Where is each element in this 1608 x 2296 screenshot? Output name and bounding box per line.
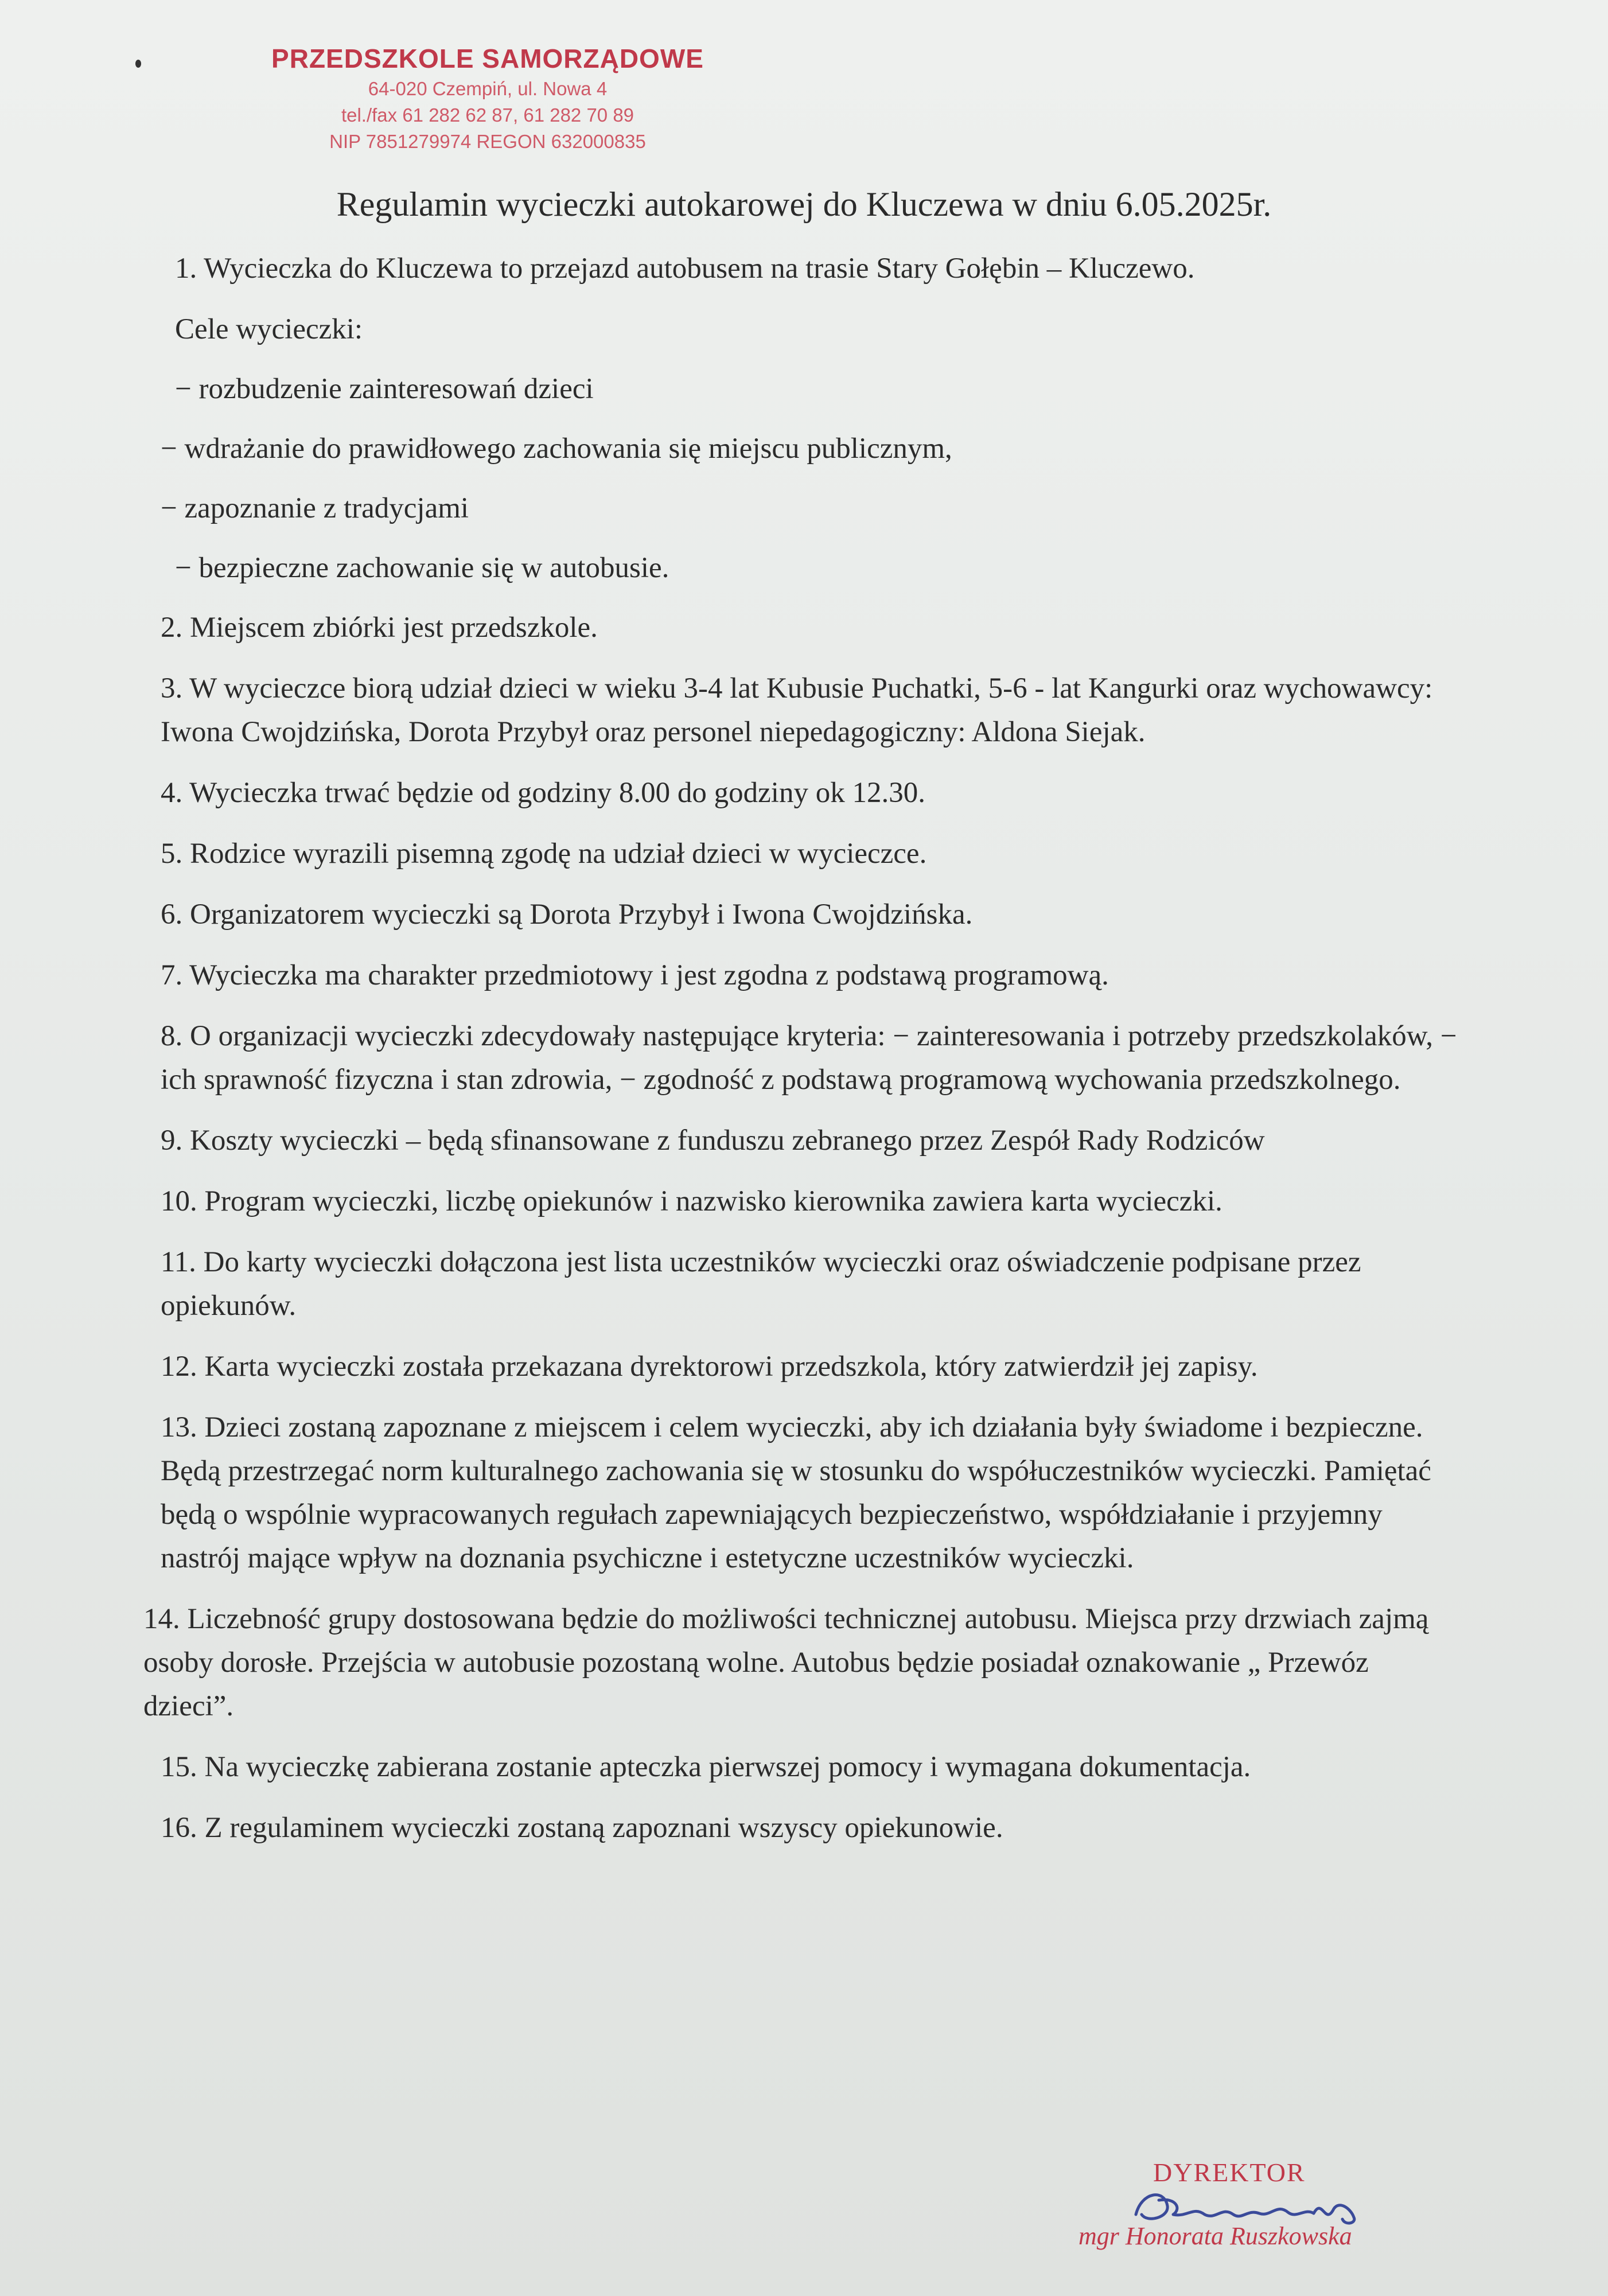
goal-item: − bezpieczne zachowanie się w autobusie.	[175, 552, 669, 584]
stamp-address: 64-020 Czempiń, ul. Nowa 4	[368, 78, 608, 99]
stamp-phone: tel./fax 61 282 62 87, 61 282 70 89	[341, 104, 634, 126]
goal-item: − rozbudzenie zainteresowań dzieci	[175, 373, 594, 405]
signature-role: DYREKTOR	[1153, 2158, 1306, 2187]
paragraph-5: 5. Rodzice wyrazili pisemną zgodę na udział dzieci w wycieczce.	[161, 838, 927, 870]
goal-item: − zapoznanie z tradycjami	[161, 492, 469, 524]
ink-dot	[135, 60, 141, 68]
document-body	[143, 247, 1463, 1867]
director-signature-block	[1061, 2157, 1463, 2272]
paragraph-11: 11. Do karty wycieczki dołączona jest lista uczestników wycieczki oraz oświadczenie podpisane przez opiekunów.	[161, 1246, 1361, 1322]
paragraph-9: 9. Koszty wycieczki – będą sfinansowane z funduszu zebranego przez Zespół Rady Rodziców	[161, 1124, 1265, 1157]
paragraph-10: 10. Program wycieczki, liczbę opiekunów i nazwisko kierownika zawiera karta wycieczki.	[161, 1185, 1222, 1217]
paragraph-1: 1. Wycieczka do Kluczewa to przejazd autobusem na trasie Stary Gołębin – Kluczewo.	[175, 252, 1195, 285]
signature-name: mgr Honorata Ruszkowska	[1079, 2222, 1352, 2250]
paragraph-3: 3. W wycieczce biorą udział dzieci w wieku 3-4 lat Kubusie Puchatki, 5-6 - lat Kangurki oraz wychowawcy: Iwona Cwojdzińska, Dorota Przybył oraz personel niepedagogiczny: Aldona Siejak.	[161, 672, 1433, 748]
paragraph-6: 6. Organizatorem wycieczki są Dorota Przybył i Iwona Cwojdzińska.	[161, 898, 973, 931]
stamp-ids: NIP 7851279974 REGON 632000835	[329, 131, 646, 152]
paragraph-13: 13. Dzieci zostaną zapoznane z miejscem i celem wycieczki, aby ich działania były świadome i bezpieczne. Będą przestrzegać norm kulturalnego zachowania się w stosunku do współuczestników wycieczki. Pamiętać będą o wspólnie wypracowanych regułach zapewniających bezpieczeństwo, współdziałanie i przyjemny nastrój mające wpływ na doznania psychiczne i estetyczne uczestników wycieczki.	[161, 1411, 1431, 1574]
paragraph-12: 12. Karta wycieczki została przekazana dyrektorowi przedszkola, który zatwierdził jej zapisy.	[161, 1351, 1258, 1383]
institution-stamp	[270, 41, 706, 155]
paragraph-14: 14. Liczebność grupy dostosowana będzie do możliwości technicznej autobusu. Miejsca przy drzwiach zajmą osoby dorosłe. Przejścia w autobusie pozostaną wolne. Autobus będzie posiadał oznakowanie „ Przewóz dzieci”.	[143, 1603, 1429, 1722]
goal-item: − wdrażanie do prawidłowego zachowania się miejscu publicznym,	[161, 433, 952, 465]
stamp-name: PRZEDSZKOLE SAMORZĄDOWE	[271, 44, 704, 73]
paragraph-2: 2. Miejscem zbiórki jest przedszkole.	[161, 612, 598, 644]
paragraph-16: 16. Z regulaminem wycieczki zostaną zapoznani wszyscy opiekunowie.	[161, 1812, 1003, 1844]
paragraph-8: 8. O organizacji wycieczki zdecydowały następujące kryteria: − zainteresowania i potrzeby przedszkolaków, − ich sprawność fizyczna i stan zdrowia, − zgodność z podstawą programową wychowania przedszkolnego.	[161, 1020, 1457, 1096]
goals-heading: Cele wycieczki:	[175, 313, 363, 345]
paragraph-7: 7. Wycieczka ma charakter przedmiotowy i jest zgodna z podstawą programową.	[161, 959, 1109, 991]
paragraph-15: 15. Na wycieczkę zabierana zostanie apteczka pierwszej pomocy i wymagana dokumentacja.	[161, 1751, 1251, 1783]
paragraph-4: 4. Wycieczka trwać będzie od godziny 8.00 do godziny ok 12.30.	[161, 777, 925, 809]
document-title: Regulamin wycieczki autokarowej do Kluczewa w dniu 6.05.2025r.	[336, 185, 1272, 223]
